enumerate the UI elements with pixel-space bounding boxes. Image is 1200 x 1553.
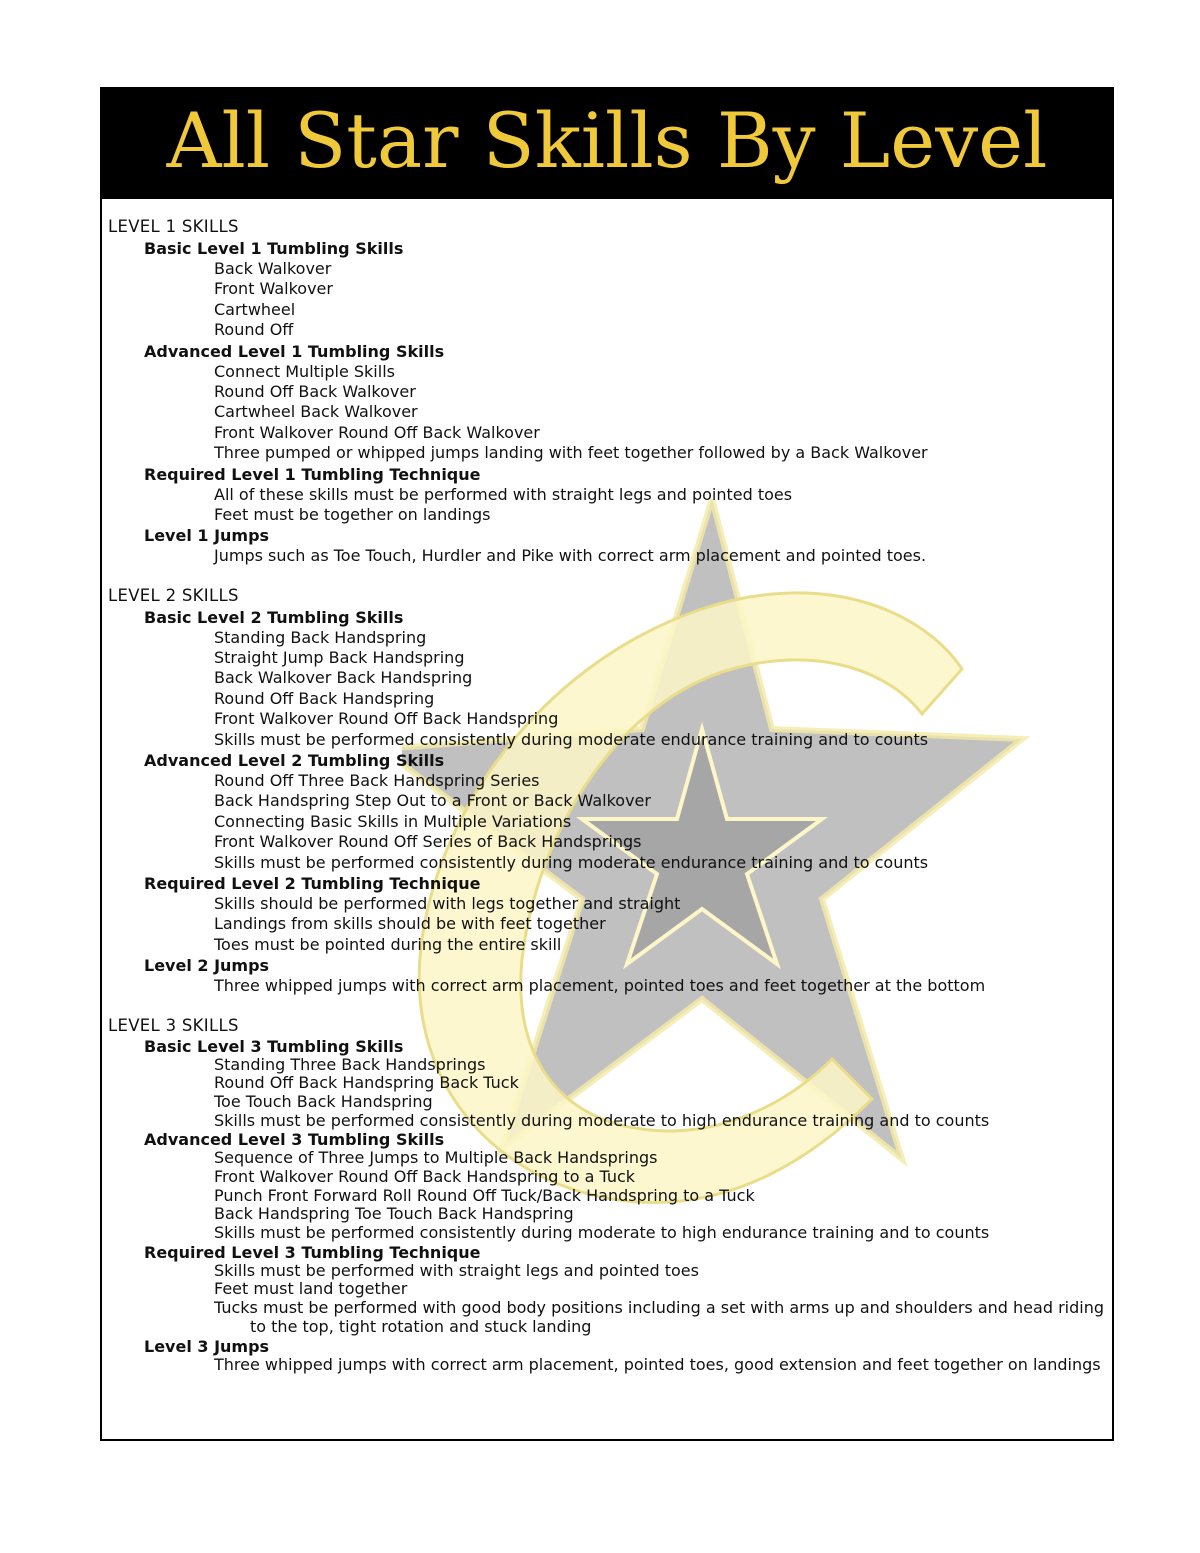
list-item: Standing Three Back Handsprings [214, 1054, 486, 1074]
skills-content [108, 216, 1108, 1374]
list-item: Round Off Back Handspring Back Tuck [214, 1073, 519, 1093]
list-item: Round Off Back Walkover [214, 381, 416, 401]
list-item: All of these skills must be performed with straight legs and pointed toes [214, 484, 793, 504]
list-item: Cartwheel Back Walkover [214, 402, 418, 422]
list-item: Front Walkover Round Off Back Handspring [214, 709, 559, 729]
title-banner [102, 89, 1112, 199]
list-item: Round Off [214, 320, 294, 340]
list-item: Standing Back Handspring [214, 627, 427, 647]
list-item: Three pumped or whipped jumps landing with feet together followed by a Back Walkover [214, 443, 928, 463]
list-item: Connect Multiple Skills [214, 361, 395, 381]
page-title: All Star Skills By Level [166, 96, 1048, 185]
list-item: Tucks must be performed with good body positions including a set with arms up and shoulders and head riding to the top, tight rotation and stuck landing [214, 1298, 1104, 1336]
section-heading: Basic Level 1 Tumbling Skills [144, 239, 404, 258]
list-item: Skills should be performed with legs together and straight [214, 893, 681, 913]
list-item: Skills must be performed consistently during moderate to high endurance training and to counts [214, 1223, 990, 1243]
spacer [108, 567, 1108, 585]
list-item: Sequence of Three Jumps to Multiple Back Handsprings [214, 1148, 658, 1168]
list-item: Back Handspring Toe Touch Back Handspring [214, 1204, 574, 1224]
list-item: Front Walkover Round Off Back Handspring to a Tuck [214, 1166, 636, 1186]
section-heading: Level 1 Jumps [144, 526, 270, 546]
level-3-title: LEVEL 3 SKILLS [108, 1015, 239, 1035]
list-item: Punch Front Forward Roll Round Off Tuck/Back Handspring to a Tuck [214, 1185, 755, 1205]
list-item: Connecting Basic Skills in Multiple Variations [214, 811, 572, 831]
section-heading: Basic Level 2 Tumbling Skills [144, 607, 404, 627]
level-1-title: LEVEL 1 SKILLS [108, 217, 239, 236]
list-item: Skills must be performed consistently during moderate endurance training and to counts [214, 729, 929, 749]
section-heading: Required Level 3 Tumbling Technique [144, 1242, 481, 1262]
list-item: Front Walkover [214, 279, 333, 299]
section-heading: Advanced Level 1 Tumbling Skills [144, 341, 445, 361]
section-heading: Advanced Level 2 Tumbling Skills [144, 751, 445, 771]
list-item: Toe Touch Back Handspring [214, 1091, 433, 1111]
section-heading: Advanced Level 3 Tumbling Skills [144, 1130, 445, 1150]
level-2-title: LEVEL 2 SKILLS [108, 585, 239, 605]
section-heading: Level 2 Jumps [144, 956, 270, 976]
list-item: Straight Jump Back Handspring [214, 648, 465, 668]
list-item: Feet must be together on landings [214, 504, 491, 524]
list-item: Back Walkover Back Handspring [214, 668, 473, 688]
list-item: Three whipped jumps with correct arm placement, pointed toes, good extension and feet together on landings [214, 1354, 1101, 1374]
list-item: Skills must be performed with straight legs and pointed toes [214, 1260, 699, 1280]
section-heading: Level 3 Jumps [144, 1336, 270, 1356]
document-frame [100, 87, 1114, 1441]
section-heading: Required Level 2 Tumbling Technique [144, 873, 481, 893]
list-item: Three whipped jumps with correct arm placement, pointed toes and feet together at the bottom [214, 976, 986, 996]
list-item: Landings from skills should be with feet together [214, 914, 606, 934]
section-heading: Required Level 1 Tumbling Technique [144, 464, 481, 484]
list-item: Front Walkover Round Off Back Walkover [214, 422, 540, 442]
list-item: Cartwheel [214, 299, 296, 319]
spacer [108, 997, 1108, 1015]
section-heading: Basic Level 3 Tumbling Skills [144, 1036, 404, 1056]
list-item: Back Walkover [214, 259, 332, 278]
list-item: Toes must be pointed during the entire skill [214, 934, 562, 954]
list-item: Feet must land together [214, 1279, 408, 1299]
list-item: Back Handspring Step Out to a Front or Back Walkover [214, 791, 651, 811]
list-item: Round Off Back Handspring [214, 688, 435, 708]
list-item: Skills must be performed consistently during moderate endurance training and to counts [214, 852, 929, 872]
list-item: Front Walkover Round Off Series of Back Handsprings [214, 832, 642, 852]
list-item: Jumps such as Toe Touch, Hurdler and Pike with correct arm placement and pointed toes. [214, 546, 927, 566]
list-item: Skills must be performed consistently during moderate to high endurance training and to counts [214, 1110, 990, 1130]
list-item: Round Off Three Back Handspring Series [214, 771, 540, 791]
